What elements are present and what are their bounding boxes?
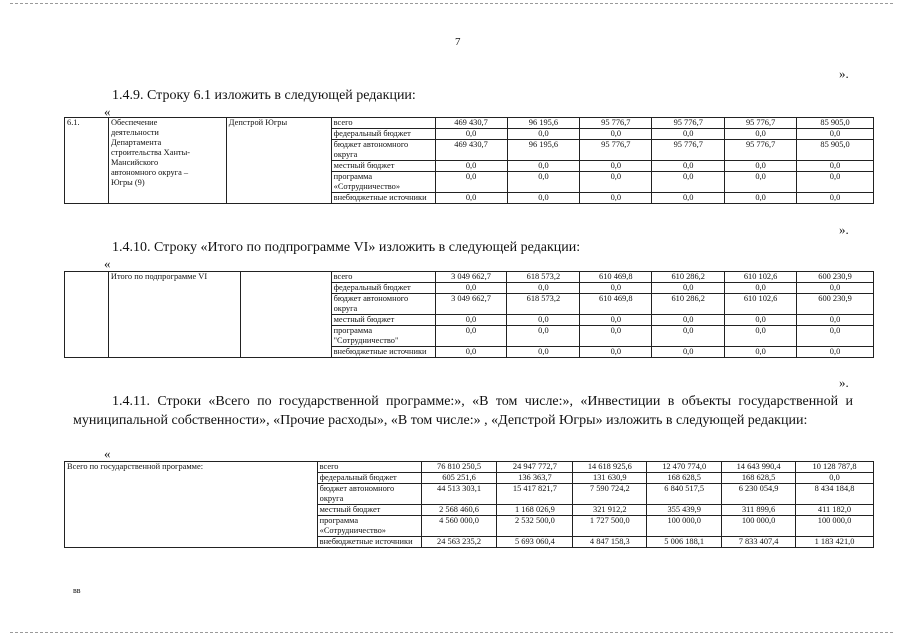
value-cell: 131 630,9 [573,473,647,484]
funding-source: внебюджетные источники [331,347,435,358]
value-cell: 0,0 [797,161,874,172]
value-cell: 1 727 500,0 [573,516,647,537]
value-cell: 95 776,7 [580,118,652,129]
value-cell: 411 182,0 [796,505,874,516]
value-cell: 100 000,0 [722,516,796,537]
value-cell: 610 286,2 [652,272,725,283]
value-cell: 605 251,6 [421,473,497,484]
value-cell: 136 363,7 [497,473,573,484]
funding-source: федеральный бюджет [331,283,435,294]
name-line: автономного округа – [110,168,189,177]
value-cell: 0,0 [652,161,725,172]
value-cell: 5 693 060,4 [497,537,573,548]
value-cell: 85 905,0 [797,118,874,129]
value-cell: 0,0 [725,161,797,172]
value-cell: 321 912,2 [573,505,647,516]
value-cell: 600 230,9 [797,294,874,315]
closing-quote: ». [839,375,849,390]
value-cell: 600 230,9 [797,272,874,283]
funding-source: программа «Сотрудничество» [317,516,421,537]
value-cell: 0,0 [797,347,874,358]
value-cell: 96 195,6 [507,140,580,161]
value-cell: 618 573,2 [507,294,580,315]
empty-cell [65,272,109,358]
funding-source: внебюджетные источники [317,537,421,548]
value-cell: 610 286,2 [652,294,725,315]
value-cell: 85 905,0 [797,140,874,161]
closing-quote: ». [839,222,849,237]
value-cell: 0,0 [507,161,580,172]
row-name: Всего по государственной программе: [65,462,318,548]
row-number: 6.1. [65,118,109,204]
table-row-6-1 [64,117,874,204]
value-cell: 0,0 [797,193,874,204]
value-cell: 0,0 [797,129,874,140]
value-cell: 2 532 500,0 [497,516,573,537]
value-cell: 0,0 [435,161,507,172]
value-cell: 3 049 662,7 [435,294,507,315]
value-cell: 14 618 925,6 [573,462,647,473]
value-cell: 96 195,6 [507,118,580,129]
value-cell: 14 643 990,4 [722,462,796,473]
value-cell: 0,0 [725,129,797,140]
section-heading-1-4-9: 1.4.9. Строку 6.1 изложить в следующей редакции: [112,88,416,103]
value-cell: 469 430,7 [435,118,507,129]
funding-source: всего [317,462,421,473]
row-name: Итого по подпрограмме VI [108,272,240,358]
value-cell: 0,0 [580,161,652,172]
value-cell: 24 563 235,2 [421,537,497,548]
value-cell: 0,0 [652,347,725,358]
value-cell: 0,0 [435,347,507,358]
value-cell: 6 230 054,9 [722,484,796,505]
value-cell: 12 470 774,0 [647,462,722,473]
value-cell: 168 628,5 [647,473,722,484]
value-cell: 0,0 [652,193,725,204]
value-cell: 6 840 517,5 [647,484,722,505]
value-cell: 610 469,8 [580,294,652,315]
opening-quote: « [104,104,111,119]
value-cell: 0,0 [507,326,580,347]
funding-source: местный бюджет [331,161,435,172]
value-cell: 168 628,5 [722,473,796,484]
value-cell: 10 128 787,8 [796,462,874,473]
value-cell: 0,0 [797,315,874,326]
value-cell: 0,0 [435,193,507,204]
name-line: Обеспечение [110,118,158,127]
value-cell: 0,0 [507,315,580,326]
value-cell: 0,0 [580,326,652,347]
funding-source: федеральный бюджет [331,129,435,140]
name-line: строительства Ханты- [110,148,191,157]
value-cell: 311 899,6 [722,505,796,516]
value-cell: 0,0 [652,315,725,326]
value-cell: 95 776,7 [652,118,725,129]
funding-source: всего [331,272,435,283]
value-cell: 469 430,7 [435,140,507,161]
value-cell: 4 847 158,3 [573,537,647,548]
value-cell: 95 776,7 [725,118,797,129]
scan-edge-top [10,3,893,5]
value-cell: 0,0 [580,193,652,204]
value-cell: 7 590 724,2 [573,484,647,505]
value-cell: 8 434 184,8 [796,484,874,505]
value-cell: 95 776,7 [725,140,797,161]
table-row [65,272,874,283]
scan-edge-bottom [10,632,893,634]
value-cell: 610 469,8 [580,272,652,283]
funding-source: программа "Сотрудничество" [331,326,435,347]
row-name [108,118,226,204]
value-cell: 618 573,2 [507,272,580,283]
table-row [65,118,874,129]
value-cell: 0,0 [797,326,874,347]
value-cell: 1 168 026,9 [497,505,573,516]
funding-source: бюджет автономного округа [331,294,435,315]
funding-source: местный бюджет [317,505,421,516]
value-cell: 0,0 [725,193,797,204]
funding-source: бюджет автономного округа [317,484,421,505]
value-cell: 0,0 [507,347,580,358]
table-total-state-program [64,461,874,548]
closing-quote: ». [839,66,849,81]
value-cell: 95 776,7 [580,140,652,161]
value-cell: 5 006 188,1 [647,537,722,548]
value-cell: 0,0 [435,172,507,193]
value-cell: 610 102,6 [725,294,797,315]
value-cell: 0,0 [652,172,725,193]
value-cell: 355 439,9 [647,505,722,516]
section-heading-1-4-11: 1.4.11. Строки «Всего по государственной программе:», «В том числе:», «Инвестиции в объекты государственной и муниципальной собственности», «Прочие расходы», «В том числе:» , «Депстрой Югры» изложить в следующей редакции: [73,394,853,428]
funding-source: местный бюджет [331,315,435,326]
table-total-subprogram-vi [64,271,874,358]
value-cell: 100 000,0 [647,516,722,537]
footer-mark: вв [73,586,81,595]
name-line: Департамента [110,138,162,147]
value-cell: 0,0 [725,315,797,326]
funding-source: бюджет автономного округа [331,140,435,161]
value-cell: 3 049 662,7 [435,272,507,283]
value-cell: 0,0 [580,172,652,193]
value-cell: 0,0 [797,283,874,294]
value-cell: 0,0 [652,129,725,140]
funding-source: федеральный бюджет [317,473,421,484]
value-cell: 0,0 [435,129,507,140]
funding-source: внебюджетные источники [331,193,435,204]
funding-source: программа «Сотрудничество» [331,172,435,193]
value-cell: 610 102,6 [725,272,797,283]
page-number: 7 [455,36,461,48]
opening-quote: « [104,446,111,461]
table-row [65,462,874,473]
value-cell: 0,0 [507,283,580,294]
value-cell: 15 417 821,7 [497,484,573,505]
value-cell: 0,0 [435,326,507,347]
value-cell: 0,0 [725,347,797,358]
value-cell: 0,0 [725,326,797,347]
value-cell: 2 568 460,6 [421,505,497,516]
value-cell: 0,0 [507,193,580,204]
value-cell: 0,0 [580,315,652,326]
value-cell: 0,0 [507,129,580,140]
value-cell: 0,0 [725,172,797,193]
value-cell: 0,0 [652,326,725,347]
value-cell: 0,0 [580,283,652,294]
name-line: Мансийского [110,158,159,167]
value-cell: 24 947 772,7 [497,462,573,473]
value-cell: 4 560 000,0 [421,516,497,537]
value-cell: 44 513 303,1 [421,484,497,505]
value-cell: 0,0 [507,172,580,193]
opening-quote: « [104,256,111,271]
value-cell: 0,0 [580,129,652,140]
value-cell: 100 000,0 [796,516,874,537]
value-cell: 1 183 421,0 [796,537,874,548]
value-cell: 76 810 250,5 [421,462,497,473]
value-cell: 0,0 [725,283,797,294]
value-cell: 0,0 [796,473,874,484]
value-cell: 0,0 [797,172,874,193]
value-cell: 0,0 [435,315,507,326]
name-line: деятельности [110,128,159,137]
value-cell: 7 833 407,4 [722,537,796,548]
empty-cell [240,272,331,358]
value-cell: 0,0 [652,283,725,294]
funding-source: всего [331,118,435,129]
section-heading-1-4-10: 1.4.10. Строку «Итого по подпрограмме VI» изложить в следующей редакции: [112,240,581,255]
value-cell: 0,0 [580,347,652,358]
name-line: Югры (9) [110,178,145,187]
value-cell: 95 776,7 [652,140,725,161]
row-executor: Депстрой Югры [226,118,331,204]
value-cell: 0,0 [435,283,507,294]
